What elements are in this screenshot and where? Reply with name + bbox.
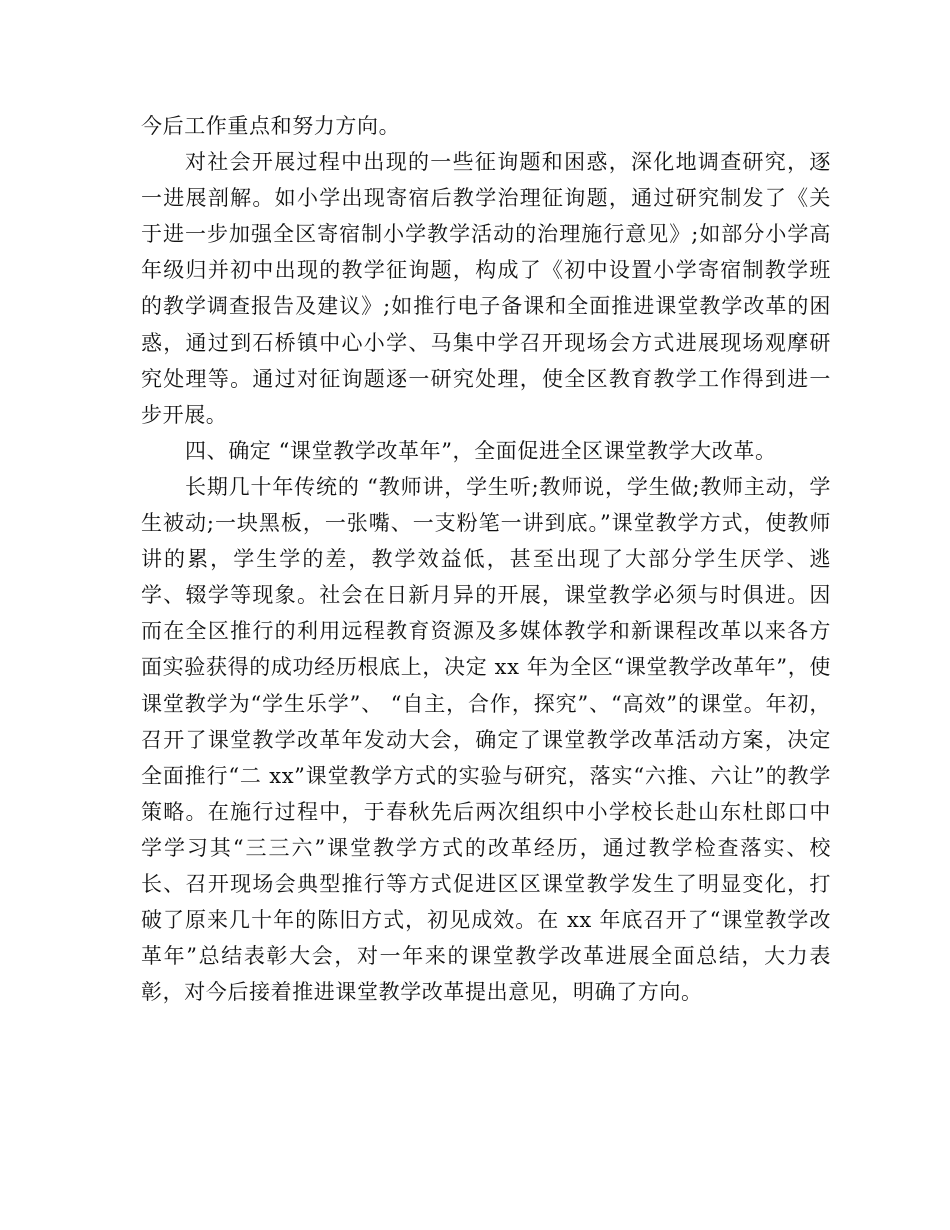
document-body xyxy=(141,108,831,1010)
section-heading-four: 四、确定 “课堂教学改革年”，全面促进全区课堂教学大改革。 xyxy=(185,438,777,463)
paragraph-continuation: 今后工作重点和努力方向。 xyxy=(141,114,401,138)
paragraph-classroom-reform: 长期几十年传统的 “教师讲，学生听;教师说，学生做;教师主动，学生被动;一块黑板，一张嘴、一支粉笔一讲到底。”课堂教学方式，使教师讲的累，学生学的差，教学效益低，甚至出现了大部分学生厌学、逃学、辍学等现象。社会在日新月异的开展，课堂教学必须与时俱进。因而在全区推行的利用远程教育资源及多媒体教学和新课程改革以来各方面实验获得的成功经历根底上，决定 xx 年为全区“课堂教学改革年”，使课堂教学为“学生乐学”、 “自主，合作，探究”、“高效”的课堂。年初，召开了课堂教学改革年发动大会，确定了课堂教学改革活动方案，决定全面推行“二 xx”课堂教学方式的实验与研究，落实“六推、六让”的教学策略。在施行过程中，于春秋先后两次组织中小学校长赴山东杜郎口中学学习其“三三六”课堂教学方式的改革经历，通过教学检查落实、校长、召开现场会典型推行等方式促进区区课堂教学发生了明显变化，打破了原来几十年的陈旧方式，初见成效。在 xx 年底召开了“课堂教学改革年”总结表彰大会，对一年来的课堂教学改革进展全面总结，大力表彰，对今后接着推进课堂教学改革提出意见，明确了方向。 xyxy=(141,474,831,1005)
paragraph-problem-research: 对社会开展过程中出现的一些征询题和困惑，深化地调查研究，逐一进展剖解。如小学出现寄宿后教学治理征询题，通过研究制发了《关于进一步加强全区寄宿制小学教学活动的治理施行意见》;如部分小学高年级归并初中出现的教学征询题，构成了《初中设置小学寄宿制教学班的教学调查报告及建议》;如推行电子备课和全面推进课堂教学改革的困惑，通过到石桥镇中心小学、马集中学召开现场会方式进展现场观摩研究处理等。通过对征询题逐一研究处理，使全区教育教学工作得到进一步开展。 xyxy=(141,150,831,427)
